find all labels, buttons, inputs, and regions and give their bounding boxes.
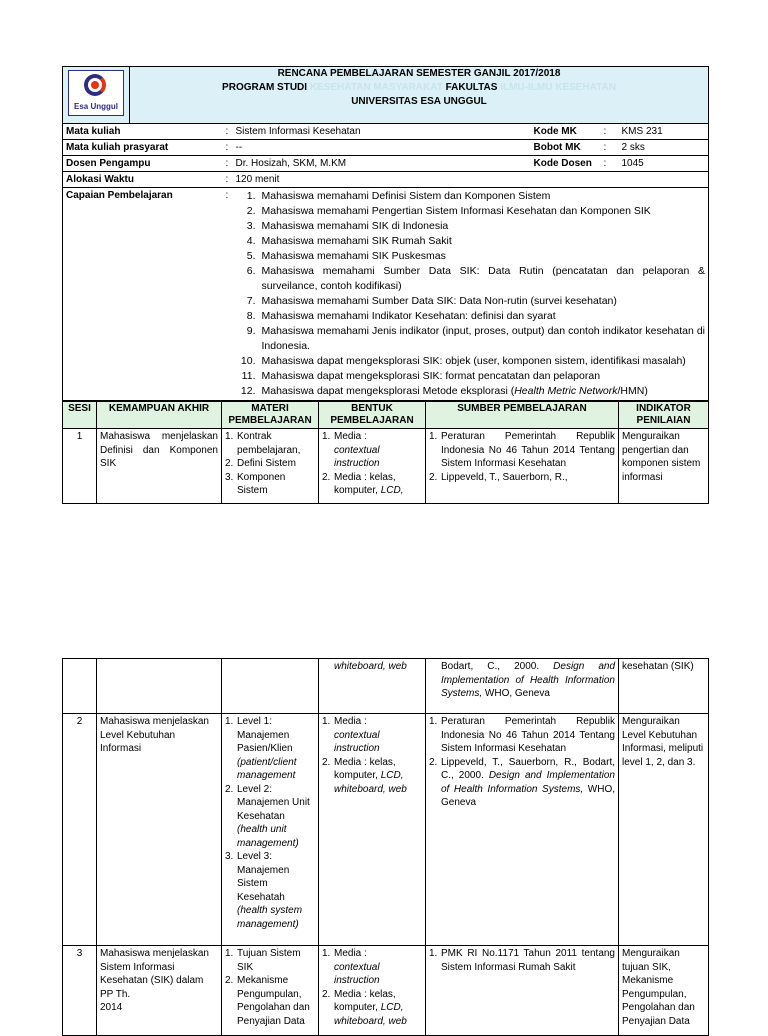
title-line-1: RENCANA PEMBELAJARAN SEMESTER GANJIL 2017/2018 — [277, 68, 561, 79]
capaian-item: 5. Mahasiswa memahami SIK Puskesmas — [246, 250, 446, 262]
bentuk-cell: 1. Media : contextual instruction 2. Media : kelas, komputer, LCD, whiteboard, web — [319, 714, 426, 946]
sesi-number: 3 — [63, 946, 97, 1036]
session-table — [62, 401, 709, 504]
table-row — [63, 946, 709, 1036]
capaian-item: 10. Mahasiswa dapat mengeksplorasi SIK: objek (user, komponen sistem, identifikasi masalah) — [240, 355, 686, 367]
sesi-number: 1 — [63, 429, 97, 504]
capaian-list — [233, 188, 709, 401]
label-dosen: Dosen Pengampu — [66, 158, 151, 169]
table-header-row — [63, 402, 709, 429]
label-capaian: Capaian Pembelajaran — [66, 190, 173, 201]
materi-cell: 1. Level 1: Manajemen Pasien/Klien (patient/client management 2. Level 2: Manajemen Unit Kesehatan (health unit management) 3. Level 3: Manajemen Sistem Kesehatah (health system management) — [222, 714, 319, 946]
value-dosen: Dr. Hosizah, SKM, M.KM — [235, 158, 347, 169]
esa-unggul-logo: Esa Unggul — [68, 70, 124, 116]
indikator-cell: Menguraikan Level Kebutuhan Informasi, meliputi level 1, 2, dan 3. — [619, 714, 709, 946]
table-row — [63, 429, 709, 504]
logo-cell — [63, 67, 130, 124]
capaian-item: 1. Mahasiswa memahami Definisi Sistem dan Komponen Sistem — [246, 190, 551, 202]
materi-cell: 1. Kontrak pembelajaran, 2. Defini Sistem 3. Komponen Sistem — [222, 429, 319, 504]
title-line-2: PROGRAM STUDI KESEHATAN MASYARAKAT FAKULTAS ILMU-ILMU KESEHATAN — [222, 82, 616, 93]
bentuk-cell: whiteboard, web — [319, 659, 426, 714]
capaian-item: 2. Mahasiswa memahami Pengertian Sistem Informasi Kesehatan dan Komponen SIK — [246, 205, 651, 217]
sumber-cell: 1. Peraturan Pemerintah Republik Indonesia No 46 Tahun 2014 Tentang Sistem Informasi Kesehatan 2. Lippeveld, T., Sauerborn, R., — [426, 429, 619, 504]
col-bentuk: BENTUK PEMBELAJARAN — [319, 402, 426, 429]
capaian-item: 4. Mahasiswa memahami SIK Rumah Sakit — [246, 235, 452, 247]
indikator-cell: Menguraikan pengertian dan komponen sistem informasi — [619, 429, 709, 504]
col-sumber: SUMBER PEMBELAJARAN — [426, 402, 619, 429]
indikator-cell: Menguraikan tujuan SIK, Mekanisme Pengumpulan, Pengolahan dan Penyajian Data — [619, 946, 709, 1036]
label-kode-dosen: Kode Dosen — [533, 158, 592, 169]
table-row — [63, 659, 709, 714]
label-prasyarat: Mata kuliah prasyarat — [66, 142, 169, 153]
indikator-cell: kesehatan (SIK) — [619, 659, 709, 714]
col-kemampuan: KEMAMPUAN AKHIR — [97, 402, 222, 429]
capaian-item: 6. Mahasiswa memahami Sumber Data SIK: Data Rutin (pencatatan dan pelaporan & surveilance, contoh kodifikasi) — [246, 265, 705, 292]
sesi-number: 2 — [63, 714, 97, 946]
value-bobot-mk: 2 sks — [621, 142, 645, 153]
capaian-item: 12. Mahasiswa dapat mengeksplorasi Metode eksplorasi (Health Metric Network/HMN) — [240, 385, 648, 397]
col-sesi: SESI — [63, 402, 97, 429]
document-title — [130, 67, 709, 124]
value-kode-dosen: 1045 — [621, 158, 644, 169]
label-kode-mk: Kode MK — [533, 126, 577, 137]
kemampuan-akhir: Mahasiswa menjelaskan Level Kebutuhan Informasi — [97, 714, 222, 946]
sumber-cell: 1. PMK RI No.1171 Tahun 2011 tentang Sistem Informasi Rumah Sakit — [426, 946, 619, 1036]
page-2 — [62, 658, 709, 1036]
capaian-item: 8. Mahasiswa memahami Indikator Kesehatan: definisi dan syarat — [246, 310, 556, 322]
page-1 — [62, 66, 709, 504]
capaian-item: 3. Mahasiswa memahami SIK di Indonesia — [246, 220, 449, 232]
sumber-cell: 1. Peraturan Pemerintah Republik Indonesia No 46 Tahun 2014 Tentang Sistem Informasi Kesehatan 2. Lippeveld, T., Sauerborn, R., Bodart, C., 2000. Design and Implementation of Health Information Systems, WHO, Geneva — [426, 714, 619, 946]
value-kode-mk: KMS 231 — [621, 126, 663, 137]
bentuk-cell: 1. Media : contextual instruction 2. Media : kelas, komputer, LCD, — [319, 429, 426, 504]
kemampuan-akhir: Mahasiswa menjelaskan Definisi dan Komponen SIK — [97, 429, 222, 504]
capaian-item: 9. Mahasiswa memahami Jenis indikator (input, proses, output) dan contoh indikator kesehatan di Indonesia. — [246, 325, 705, 352]
kemampuan-akhir: Mahasiswa menjelaskan Sistem Informasi Kesehatan (SIK) dalam PP Th. 2014 — [97, 946, 222, 1036]
label-mata-kuliah: Mata kuliah — [66, 126, 121, 137]
session-table-continued — [62, 658, 709, 1036]
value-prasyarat: -- — [235, 142, 243, 153]
capaian-item: 11. Mahasiswa dapat mengeksplorasi SIK: format pencatatan dan pelaporan — [241, 370, 601, 382]
bentuk-cell: 1. Media : contextual instruction 2. Media : kelas, komputer, LCD, whiteboard, web — [319, 946, 426, 1036]
materi-cell: 1. Tujuan Sistem SIK 2. Mekanisme Pengumpulan, Pengolahan dan Penyajian Data — [222, 946, 319, 1036]
value-mata-kuliah: Sistem Informasi Kesehatan — [235, 126, 361, 137]
capaian-item: 7. Mahasiswa memahami Sumber Data SIK: Data Non-rutin (survei kesehatan) — [246, 295, 617, 307]
col-indikator: INDIKATOR PENILAIAN — [619, 402, 709, 429]
course-info-table: Mata kuliah : Sistem Informasi Kesehatan Kode MK : KMS 231 Mata kuliah prasyarat : -- Bobot MK : 2 sks Dosen Pengampu : Dr. Hosizah, SKM, M.KM Kode Dosen : 1045 Alokasi Waktu : 120 menit Capaian Pembelajaran : 1. Mahasiswa memahami Definisi Sistem dan Komponen Sistem 2. Mahasiswa memahami Pengertian Sistem Informasi Kesehatan dan Komponen SIK 3. Mahasiswa memahami SIK di Indonesia 4. Mahasiswa memahami SIK Rumah Sakit 5. Mahasiswa memahami SIK Puskesmas 6. Mahasiswa memahami Sumber Data SIK: Data Rutin (pencatatan dan pelaporan & surveilance, contoh kodifikasi) 7. Mahasiswa memahami Sumber Data SIK: Data Non-rutin (survei kesehatan) 8. Mahasiswa memahami Indikator Kesehatan: definisi dan syarat 9. Mahasiswa memahami Jenis indikator (input, proses, output) dan contoh indikator kesehatan di Indonesia. 10. Mahasiswa dapat mengeksplorasi SIK: objek (user, komponen sistem, identifikasi masalah) 11. Mahasiswa dapat mengeksplorasi SIK: format pencatatan dan pelaporan 12. Mahasiswa dapat mengeksplorasi Metode eksplorasi (Health Metric Network/HMN) — [62, 124, 709, 401]
label-alokasi: Alokasi Waktu — [66, 174, 134, 185]
title-line-3: UNIVERSITAS ESA UNGGUL — [351, 96, 487, 107]
header-table — [62, 66, 709, 124]
col-materi: MATERI PEMBELAJARAN — [222, 402, 319, 429]
table-row — [63, 714, 709, 946]
value-alokasi: 120 menit — [235, 174, 280, 185]
label-bobot-mk: Bobot MK — [533, 142, 581, 153]
sumber-cell: Bodart, C., 2000. Design and Implementation of Health Information Systems, WHO, Geneva — [426, 659, 619, 714]
